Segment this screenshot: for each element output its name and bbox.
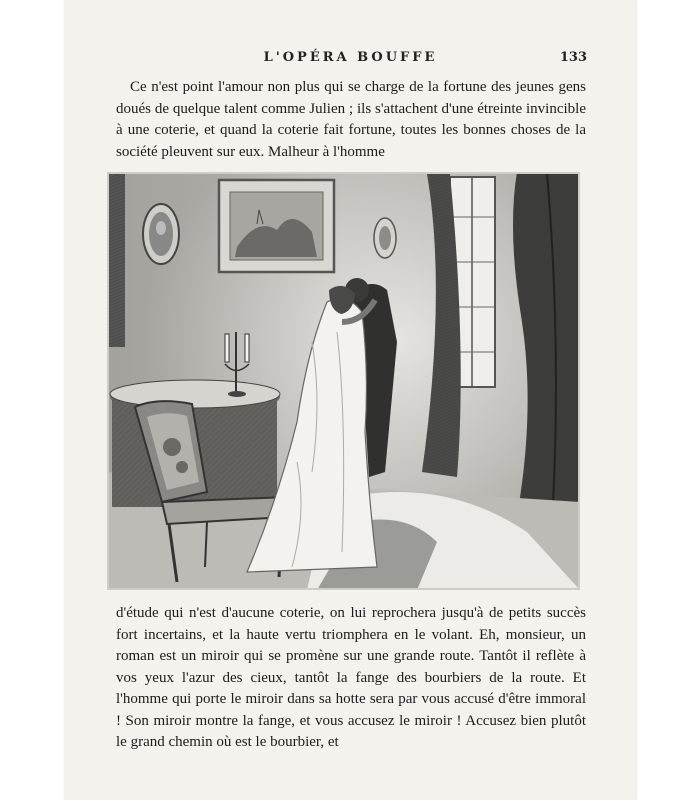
running-title: L'OPÉRA BOUFFE: [263, 50, 438, 65]
framed-landscape-painting: [219, 180, 334, 272]
book-page: [64, 0, 637, 800]
page-header: [64, 50, 637, 70]
oval-portrait-right: [374, 218, 396, 258]
page-number: 133: [559, 50, 587, 65]
oval-portrait-left: [143, 204, 179, 264]
bottom-paragraph: d'étude qui n'est d'aucune coterie, on lui reprochera jusqu'à de petits succès fort incertains, et la haute vertu triomphera en le volant. Eh, monsieur, un roman est un miroir qui se promène sur une grande route. Tantôt il reflète à vos yeux l'azur des cieux, tantôt la fange des bourbiers de la route. Et l'homme qui porte le miroir dans sa hotte sera par vous accusé d'être immoral ! Son miroir montre la fange, et vous accusez le miroir ! Accusez bien plutôt le grand chemin où est le bourbier, et: [116, 605, 586, 750]
etching-illustration: [107, 172, 580, 590]
illustration-plate: [107, 172, 580, 590]
top-paragraph: Ce n'est point l'amour non plus qui se charge de la fortune des jeunes gens doués de quelque talent comme Julien ; ils s'attachent d'une étreinte invincible à une coterie, et quand la coterie fait fortune, toutes les bonnes choses de la société pleuvent sur eux. Malheur à l'homme: [116, 79, 586, 160]
